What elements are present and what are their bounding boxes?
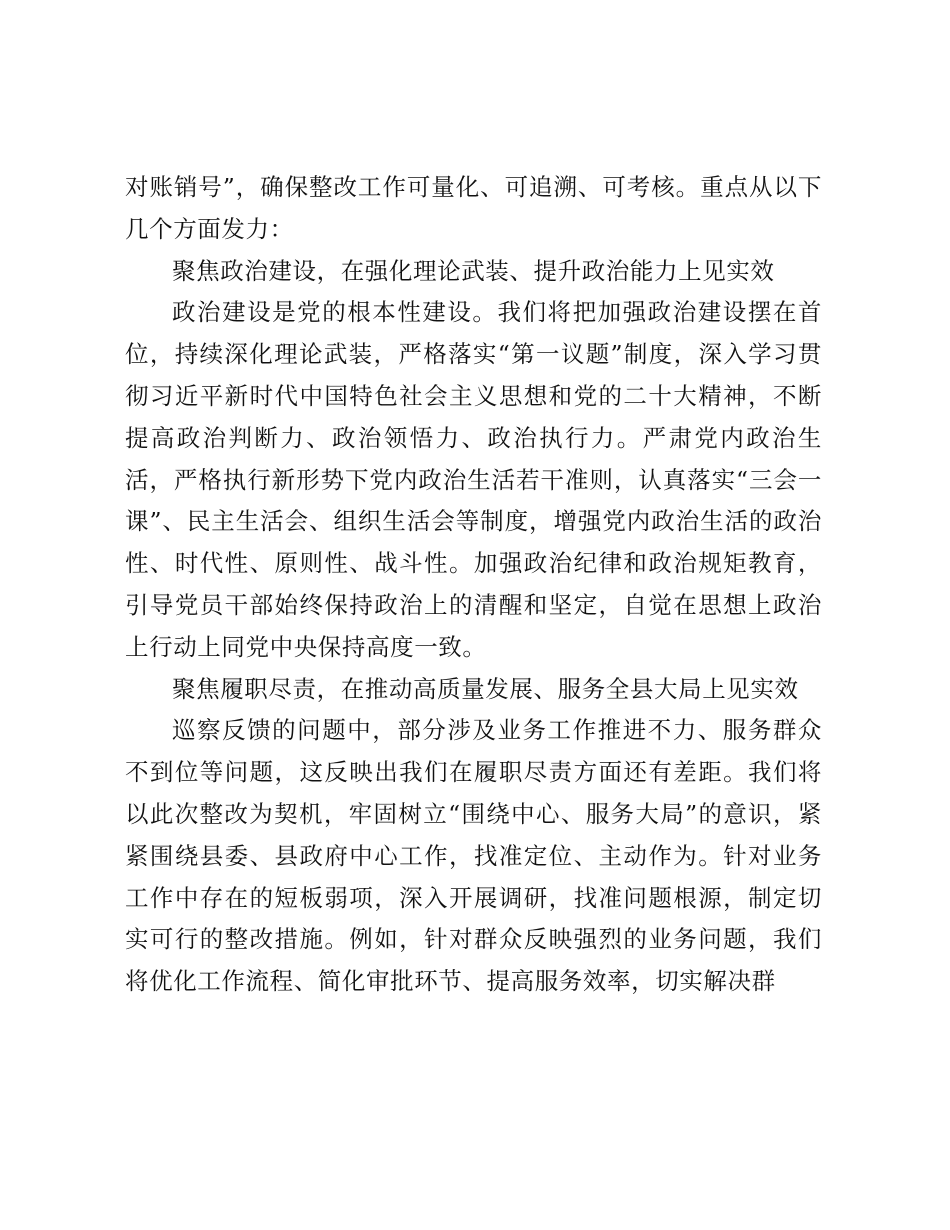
- paragraph-duty-performance: 巡察反馈的问题中，部分涉及业务工作推进不力、服务群众不到位等问题，这反映出我们在履职尽责方面还有差距。我们将以此次整改为契机，牢固树立“围绕中心、服务大局”的意识，紧紧围绕县委、县政府中心工作，找准定位、主动作为。针对业务工作中存在的短板弱项，深入开展调研，找准问题根源，制定切实可行的整改措施。例如，针对群众反映强烈的业务问题，我们将优化工作流程、简化审批环节、提高服务效率，切实解决群: [125, 716, 822, 996]
- paragraph-political-building: 政治建设是党的根本性建设。我们将把加强政治建设摆在首位，持续深化理论武装，严格落实“第一议题”制度，深入学习贯彻习近平新时代中国特色社会主义思想和党的二十大精神，不断提高政治判断力、政治领悟力、政治执行力。严肃党内政治生活，严格执行新形势下党内政治生活若干准则，认真落实“三会一课”、民主生活会、组织生活会等制度，增强党内政治生活的政治性、时代性、原则性、战斗性。加强政治纪律和政治规矩教育，引导党员干部始终保持政治上的清醒和坚定，自觉在思想上政治上行动上同党中央保持高度一致。: [125, 298, 822, 661]
- section-heading-political-building: 聚焦政治建设，在强化理论武装、提升政治能力上见实效: [172, 256, 775, 285]
- paragraph-continuation: 对账销号”，确保整改工作可量化、可追溯、可考核。重点从以下几个方面发力：: [125, 173, 822, 243]
- document-body: [125, 167, 822, 1003]
- section-heading-duty-performance: 聚焦履职尽责，在推动高质量发展、服务全县大局上见实效: [172, 674, 799, 703]
